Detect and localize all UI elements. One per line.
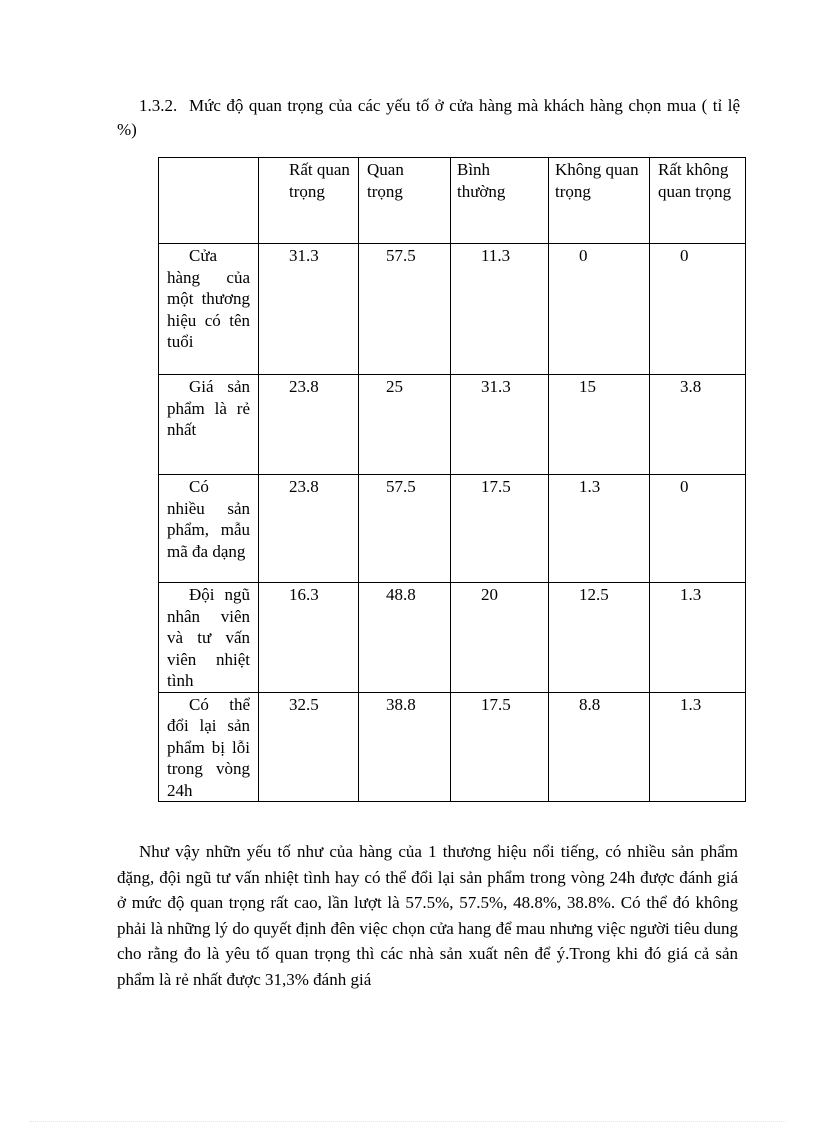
- value-cell: 0: [549, 244, 650, 375]
- value-cell: 17.5: [451, 475, 549, 583]
- table-header-row: [159, 158, 746, 244]
- table-row: [159, 244, 746, 375]
- value-cell: 8.8: [549, 692, 650, 802]
- row-label: Đội ngũ nhân viên và tư vấn viên nhiệt tình: [159, 583, 259, 693]
- value-cell: 23.8: [259, 375, 359, 475]
- value-cell: 11.3: [451, 244, 549, 375]
- value-cell: 57.5: [359, 475, 451, 583]
- value-cell: 20: [451, 583, 549, 693]
- importance-table: [158, 157, 746, 802]
- value-cell: 31.3: [451, 375, 549, 475]
- table-row: [159, 583, 746, 693]
- value-cell: 57.5: [359, 244, 451, 375]
- section-title: Mức độ quan trọng của các yếu tố ở cửa hàng mà khách hàng chọn mua ( tỉ lệ %): [117, 96, 740, 139]
- table-row: [159, 475, 746, 583]
- row-label: Có nhiều sản phẩm, mẫu mã đa dạng: [159, 475, 259, 583]
- value-cell: 32.5: [259, 692, 359, 802]
- value-cell: 1.3: [549, 475, 650, 583]
- row-label: Giá sản phẩm là rẻ nhất: [159, 375, 259, 475]
- section-heading: [117, 94, 740, 142]
- analysis-paragraph: Như vậy nhữn yếu tố như của hàng của 1 thương hiệu nổi tiếng, có nhiều sản phẩm đặng, đội ngũ tư vấn nhiệt tình hay có thể đổi lại sản phẩm trong vòng 24h được đánh giá ở mức độ quan trọng rất cao, lần lượt là 57.5%, 57.5%, 48.8%, 38.8%. Có thể đó không phải là những lý do quyết định đên việc chọn cửa hang để mau nhưng việc người tiêu dung cho rằng đo là yêu tố quan trọng thì các nhà sản xuất nên để ý.Trong khi đó giá cả sản phẩm là rẻ nhất được 31,3% đánh giá: [117, 842, 738, 989]
- header-cell: Quan trọng: [359, 158, 451, 244]
- value-cell: 38.8: [359, 692, 451, 802]
- value-cell: 15: [549, 375, 650, 475]
- value-cell: 3.8: [650, 375, 746, 475]
- table-row: [159, 375, 746, 475]
- row-label: Cửa hàng của một thương hiệu có tên tuổi: [159, 244, 259, 375]
- value-cell: 16.3: [259, 583, 359, 693]
- value-cell: 23.8: [259, 475, 359, 583]
- header-cell: Bình thường: [451, 158, 549, 244]
- value-cell: 1.3: [650, 583, 746, 693]
- header-cell: Rất quan trọng: [259, 158, 359, 244]
- header-cell: Không quan trọng: [549, 158, 650, 244]
- value-cell: 48.8: [359, 583, 451, 693]
- value-cell: 0: [650, 244, 746, 375]
- value-cell: 25: [359, 375, 451, 475]
- value-cell: 31.3: [259, 244, 359, 375]
- value-cell: 12.5: [549, 583, 650, 693]
- header-cell: [159, 158, 259, 244]
- value-cell: 1.3: [650, 692, 746, 802]
- row-label: Có thể đổi lại sản phẩm bị lỗi trong vòng 24h: [159, 692, 259, 802]
- page-bottom-divider: [30, 1121, 786, 1122]
- table-row: [159, 692, 746, 802]
- header-cell: Rất không quan trọng: [650, 158, 746, 244]
- value-cell: 17.5: [451, 692, 549, 802]
- value-cell: 0: [650, 475, 746, 583]
- section-number: 1.3.2.: [139, 96, 178, 115]
